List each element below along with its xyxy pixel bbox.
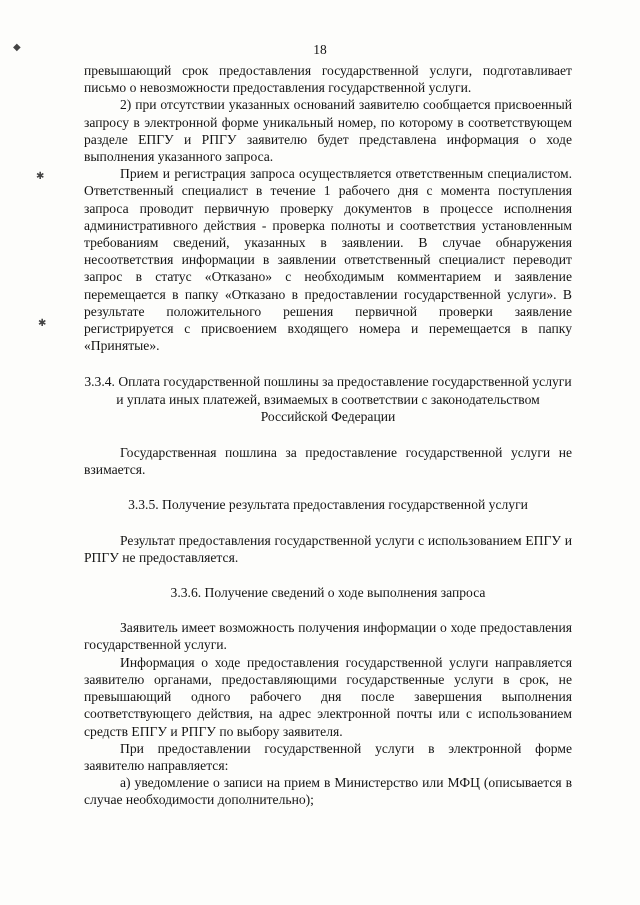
paragraph: Информация о ходе предоставления государственной услуги направляется заявителю органами, предоставляющими государственные услуги в срок, не превышающий одного рабочего дня после завершения выполнения соответствующего действия, на адрес электронной почты или с использованием средств ЕПГУ и РПГУ по выбору заявителя. (84, 654, 572, 739)
paragraph: превышающий срок предоставления государственной услуги, подготавливает письмо о невозможности предоставления государственной услуги. (84, 63, 572, 96)
paragraph: Заявитель имеет возможность получения информации о ходе предоставления государственной услуги. (84, 620, 572, 653)
section-heading: 3.3.4. Оплата государственной пошлины за предоставление государственной услуги и уплата иных платежей, взимаемых в соответствии с законодательством Российской Федерации (84, 374, 572, 424)
section-heading: 3.3.5. Получение результата предоставления государственной услуги (128, 497, 528, 513)
margin-mark: ✱ (38, 318, 47, 329)
paragraph: 2) при отсутствии указанных оснований заявителю сообщается присвоенный запросу в электронной форме уникальный номер, по которому в соответствующем разделе ЕПГУ и РПГУ заявителю будет представлена информация о ходе выполнения указанного запроса. (84, 97, 572, 165)
page-number: 18 (313, 42, 327, 57)
paragraph: При предоставлении государственной услуги в электронной форме заявителю направляется: (84, 740, 572, 773)
paragraph: а) уведомление о записи на прием в Министерство или МФЦ (описывается в случае необходимости дополнительно); (84, 775, 572, 808)
margin-mark: ◆ (13, 42, 21, 53)
section-heading: 3.3.6. Получение сведений о ходе выполнения запроса (170, 585, 486, 601)
margin-mark: ✱ (36, 171, 45, 182)
paragraph: Государственная пошлина за предоставление государственной услуги не взимается. (84, 445, 572, 478)
paragraph: Результат предоставления государственной услуги с использованием ЕПГУ и РПГУ не предоставляется. (84, 532, 572, 565)
text-block (84, 62, 572, 809)
paragraph: Прием и регистрация запроса осуществляется ответственным специалистом. Ответственный специалист в течение 1 рабочего дня с момента поступления запроса проводит первичную проверку документов в процессе исполнения административного действия - проверка полноты и соответствия установленным требованиям сведений, указанных в заявлении. В случае обнаружения несоответствия информации в заявлении ответственный специалист переводит запрос в статус «Отказано» с необходимым комментарием и заявление перемещается в папку «Отказано в предоставлении государственной услуги». В результате положительного решения первичной проверки заявление регистрируется с присвоением входящего номера и перемещается в папку «Принятые». (84, 166, 572, 354)
